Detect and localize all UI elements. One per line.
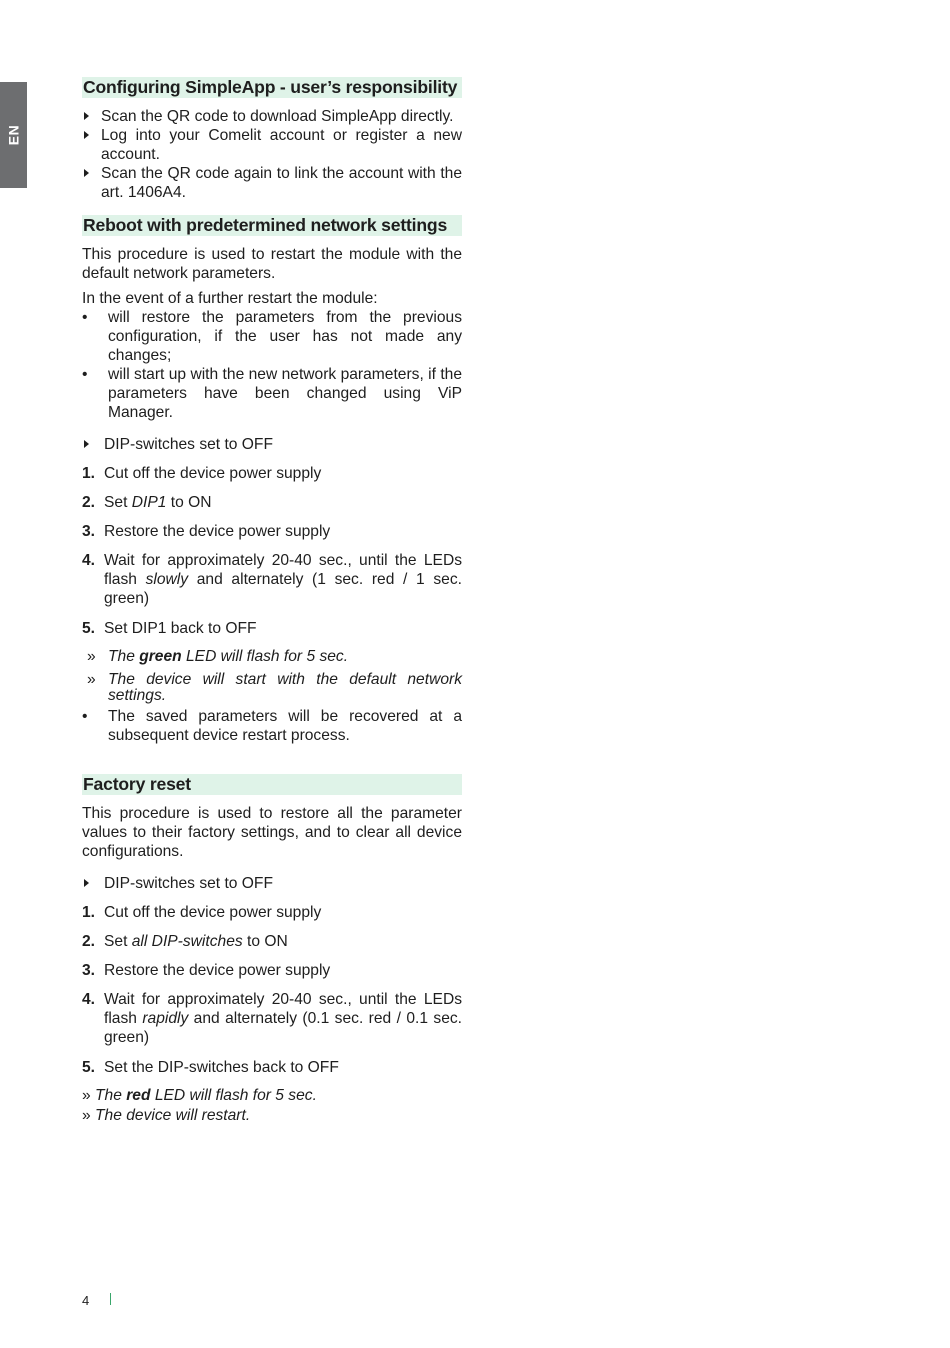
reboot-steps-list xyxy=(82,464,462,638)
reset-steps-list xyxy=(82,903,462,1077)
list-item: Scan the QR code again to link the account with the art. 1406A4. xyxy=(82,164,462,202)
section-configuring-simpleapp xyxy=(82,77,462,202)
section-title: Configuring SimpleApp - user’s responsibility xyxy=(82,77,462,98)
footer-divider xyxy=(110,1293,111,1305)
step-item: 1. Cut off the device power supply xyxy=(82,904,322,921)
result-item: » The device will start with the default network settings. xyxy=(87,671,462,704)
note-list xyxy=(82,707,462,745)
step-item: 2. Set all DIP-switches to ON xyxy=(82,933,288,950)
bullet-dot: • xyxy=(82,708,88,725)
precondition-list xyxy=(82,435,462,454)
triangle-bullet-icon xyxy=(84,112,89,120)
step-item: 1. Cut off the device power supply xyxy=(82,465,322,482)
step-item: 2. Set DIP1 to ON xyxy=(82,494,212,511)
section-factory-reset xyxy=(82,774,462,1125)
precondition-list xyxy=(82,874,462,893)
bullet-dot: • xyxy=(82,366,88,383)
list-item: • will start up with the new network parameters, if the parameters have been changed using ViP Manager. xyxy=(82,366,462,421)
note-item: • The saved parameters will be recovered at a subsequent device restart process. xyxy=(82,708,462,744)
step-item: 5. Set the DIP-switches back to OFF xyxy=(82,1059,339,1076)
section-intro: This procedure is used to restart the module with the default network parameters. xyxy=(82,246,462,282)
step-item: 5. Set DIP1 back to OFF xyxy=(82,620,257,637)
page-number: 4 xyxy=(82,1293,90,1308)
precondition: DIP-switches set to OFF xyxy=(82,874,462,893)
restart-behaviour-list xyxy=(82,308,462,422)
list-item: Scan the QR code to download SimpleApp directly. xyxy=(82,107,462,126)
triangle-bullet-icon xyxy=(84,879,89,887)
language-tab xyxy=(0,82,27,188)
step-item: 3. Restore the device power supply xyxy=(82,523,331,540)
precondition: DIP-switches set to OFF xyxy=(82,435,462,454)
step-item: 4. Wait for approximately 20-40 sec., until the LEDs flash slowly and alternately (1 sec. red / 1 sec. green) xyxy=(82,552,462,607)
section-title: Reboot with predetermined network settings xyxy=(82,215,462,236)
language-label: EN xyxy=(5,124,21,146)
bullet-dot: • xyxy=(82,309,88,326)
triangle-bullet-icon xyxy=(84,131,89,139)
result-line: » The device will restart. xyxy=(82,1107,251,1124)
section-reboot-network xyxy=(82,215,462,745)
triangle-bullet-icon xyxy=(84,440,89,448)
list-item: • will restore the parameters from the previous configuration, if the user has not made any changes; xyxy=(82,309,462,364)
section-title: Factory reset xyxy=(82,774,462,795)
triangle-bullet-icon xyxy=(84,169,89,177)
result-item: » The green LED will flash for 5 sec. xyxy=(87,648,349,665)
result-line: » The red LED will flash for 5 sec. xyxy=(82,1087,317,1104)
section-intro: This procedure is used to restore all the parameter values to their factory settings, and to clear all device configurations. xyxy=(82,805,462,860)
step-item: 3. Restore the device power supply xyxy=(82,962,331,979)
step-item: 4. Wait for approximately 20-40 sec., until the LEDs flash rapidly and alternately (0.1 sec. red / 0.1 sec. green) xyxy=(82,991,462,1046)
simpleapp-steps-list xyxy=(82,107,462,202)
results-list xyxy=(82,649,462,704)
event-intro: In the event of a further restart the module: xyxy=(82,290,378,307)
list-item: Log into your Comelit account or register a new account. xyxy=(82,126,462,164)
